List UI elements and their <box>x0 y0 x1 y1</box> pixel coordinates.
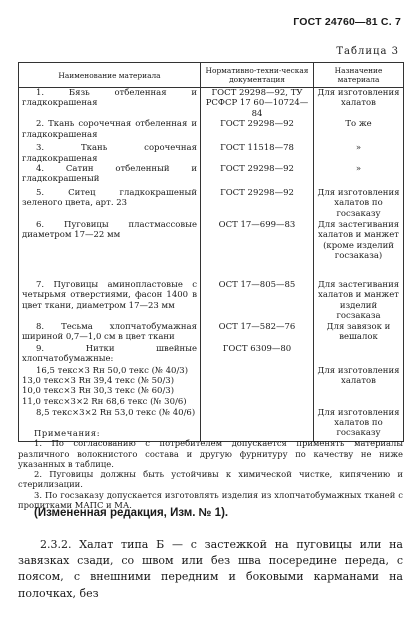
purpose-cell: Для застегивания халатов и манжет (кроме изделий госзаказа) <box>314 220 404 280</box>
purpose-cell: Для изготовления халатов <box>314 366 404 408</box>
table-row <box>19 143 404 164</box>
table-row <box>19 188 404 220</box>
body-paragraph: 2.3.2. Халат типа Б — с застежкой на пуговицы или на завязках сзади, со швом или без шва посередине переда, с поясом, с внешними передним и боковыми карманами на полочках, без <box>18 538 403 600</box>
documentation-cell: ГОСТ 29298—92 <box>201 164 314 188</box>
table-row <box>19 164 404 188</box>
documentation-cell <box>201 366 314 408</box>
material-name-cell <box>19 366 201 408</box>
purpose-cell: » <box>314 143 404 164</box>
table-row <box>19 322 404 344</box>
material-name-cell <box>19 164 201 188</box>
table-row <box>19 280 404 322</box>
material-name-cell <box>19 322 201 344</box>
material-name-cell <box>19 88 201 120</box>
purpose-cell: Для завязок и вешалок <box>314 322 404 344</box>
material-name-cell <box>19 344 201 366</box>
table-header-row <box>19 63 404 88</box>
material-name: 9. Нитки швейные хлопчатобумажные: <box>22 343 197 365</box>
purpose-cell: Для изготовления халатов по госзаказу <box>314 188 404 220</box>
notes-block <box>18 428 403 510</box>
table-row <box>19 119 404 143</box>
documentation-cell: ОСТ 17—699—83 <box>201 220 314 280</box>
documentation-cell: ГОСТ 29298—92, ТУ РСФСР 17 60—10724—84 <box>201 88 314 120</box>
table-row <box>19 366 404 408</box>
column-header-purpose: Назначение материала <box>314 63 404 88</box>
documentation-cell: ОСТ 17—582—76 <box>201 322 314 344</box>
note-item: 2. Пуговицы должны быть устойчивы к химической чистке, кипячению и стерилизации. <box>18 469 403 490</box>
material-name: 8,5 текс×3×2 Rн 53,0 текс (№ 40/6) <box>36 407 196 418</box>
running-header: ГОСТ 24760—81 С. 7 <box>293 16 401 28</box>
table-row <box>19 88 404 120</box>
material-name-cell <box>19 188 201 220</box>
column-header-documentation: Нормативно-техни-ческая документация <box>201 63 314 88</box>
edition-note: (Измененная редакция, Изм. № 1). <box>34 507 229 519</box>
purpose-cell: Для изготовления халатов <box>314 88 404 120</box>
material-name-cell <box>19 280 201 322</box>
material-name: 16,5 текс×3 Rн 50,0 текс (№ 40/3) 13,0 текс×3 Rн 39,4 текс (№ 50/3) 10,0 текс×3 Rн 30,3 текс (№ 60/3) 11,0 текс×3×2 Rн 68,6 текс (№ 30/6) <box>22 365 189 407</box>
material-name: 4. Сатин отбеленный и гладкокрашеный <box>22 164 197 185</box>
material-name: 8. Тесьма хлопчатобумажная шириной 0,7—1,0 см в цвет ткани <box>22 321 197 343</box>
purpose-cell <box>314 344 404 366</box>
documentation-cell: ГОСТ 29298—92 <box>201 188 314 220</box>
documentation-cell: ГОСТ 29298—92 <box>201 119 314 143</box>
note-item: 3. По госзаказу допускается изготовлять изделия из хлопчатобумажных тканей с пропитками МАПС и МА. <box>18 489 403 511</box>
material-name: 6. Пуговицы пластмассовые диаметром 17—22 мм <box>22 220 197 241</box>
material-name: 7. Пуговицы аминопластовые с четырьмя отверстиями, фасон 1400 в цвет ткани, диаметром 17—23 мм <box>22 280 197 311</box>
purpose-cell: » <box>314 164 404 188</box>
material-name-cell <box>19 119 201 143</box>
material-name: 1. Бязь отбеленная и гладкокрашеная <box>22 88 197 109</box>
material-name: 2. Ткань сорочечная отбеленная и гладкокрашеная <box>22 119 197 140</box>
material-name: 3. Ткань сорочечная гладкокрашеная <box>22 143 197 164</box>
material-name: 5. Ситец гладкокрашеный зеленого цвета, арт. 23 <box>22 188 197 209</box>
documentation-cell: ГОСТ 11518—78 <box>201 143 314 164</box>
materials-table <box>18 62 404 442</box>
purpose-cell: Для изготовления халатов по госзаказу <box>314 408 404 442</box>
note-item: 1. По согласованию с потребителем допускается применять материалы различного волокнистого состава и другую фурнитуру по качеству не ниже указанных в таблице. <box>18 438 403 469</box>
documentation-cell: ГОСТ 6309—80 <box>201 344 314 366</box>
purpose-cell: Для застегивания халатов и манжет изделий госзаказа <box>314 280 404 322</box>
documentation-cell: ОСТ 17—805—85 <box>201 280 314 322</box>
material-name-cell <box>19 143 201 164</box>
body-text <box>18 537 403 602</box>
purpose-cell: То же <box>314 119 404 143</box>
notes-title: Примечания: <box>34 428 101 438</box>
table-row <box>19 220 404 280</box>
material-name-cell <box>19 220 201 280</box>
table-label: Таблица 3 <box>336 46 399 57</box>
table-row <box>19 344 404 366</box>
column-header-material: Наименование материала <box>19 63 201 88</box>
